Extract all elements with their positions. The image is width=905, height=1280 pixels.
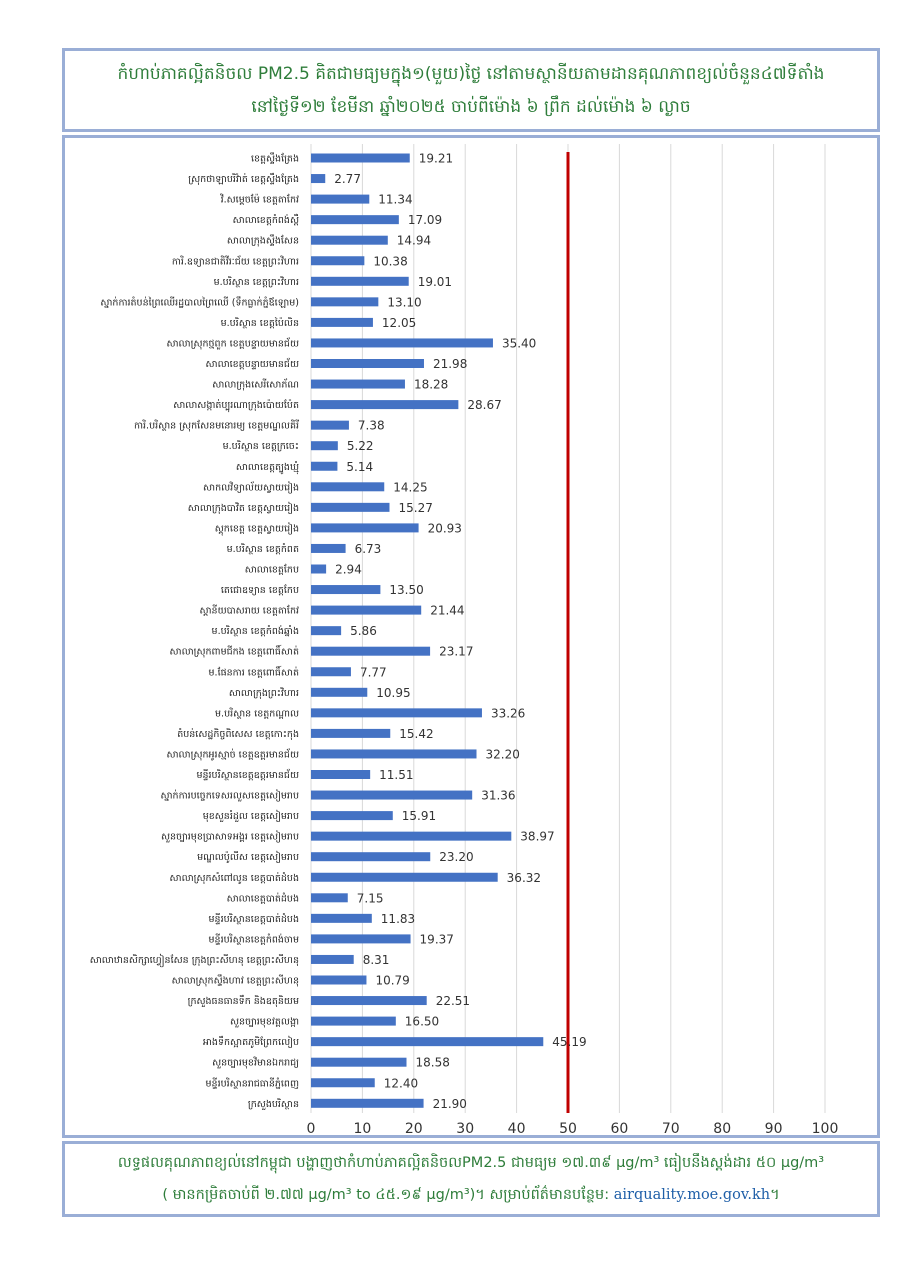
data-label: 15.42 xyxy=(399,726,434,741)
data-label: 11.34 xyxy=(378,192,413,207)
bar xyxy=(311,154,410,163)
data-label: 13.50 xyxy=(389,583,424,598)
bar xyxy=(311,462,337,471)
data-label: 20.93 xyxy=(427,521,462,536)
bar xyxy=(311,729,390,738)
category-label: មុខសួនរំដួល ខេត្តសៀមរាប xyxy=(202,811,299,823)
data-label: 21.98 xyxy=(432,357,468,371)
x-tick-label: 20 xyxy=(404,1121,423,1135)
category-label: ម.បរិស្ថាន ខេត្តក្រចេះ xyxy=(222,441,299,453)
footer-box xyxy=(62,1141,880,1217)
category-label: សាលាក្រុងស្ទឹងសែន xyxy=(226,235,299,247)
bar xyxy=(311,647,430,656)
bar xyxy=(311,400,458,409)
bar xyxy=(311,976,366,985)
data-label: 14.25 xyxy=(393,480,428,495)
data-label: 13.10 xyxy=(387,295,422,310)
footer-end-mark: ។ xyxy=(770,1187,780,1203)
bar xyxy=(311,667,351,676)
category-label: តំបន់សេដ្ឋកិច្ចពិសេស ខេត្តកោះកុង xyxy=(177,728,299,740)
bar xyxy=(311,215,399,224)
category-label: ក្រសួងធនធានទឹក និងឧតុនិយម xyxy=(187,996,299,1008)
data-label: 8.31 xyxy=(362,952,390,967)
bar xyxy=(311,832,511,841)
x-tick-label: 0 xyxy=(306,1121,316,1135)
bar xyxy=(311,482,384,491)
category-label: សាលាខេត្តបន្ទាយមានជ័យ xyxy=(205,359,299,370)
data-label: 19.21 xyxy=(418,151,454,166)
category-label: ការិ.ឧទ្យានជាតិវីរៈជ័យ ខេត្តព្រះវិហារ xyxy=(171,256,299,268)
category-label: សួនច្បារមុខវិមានឯករាជ្យ xyxy=(212,1057,299,1069)
data-label: 21.44 xyxy=(430,603,465,618)
category-label: សាលាក្រុងបាវិត ខេត្តស្វាយរៀង xyxy=(187,502,299,514)
bar xyxy=(311,914,372,923)
data-label: 5.22 xyxy=(346,439,374,454)
bar xyxy=(311,708,482,717)
category-label: អាងទឹកស្អាតភូមិព្រែកលៀប xyxy=(202,1037,299,1049)
bar xyxy=(311,585,380,594)
category-label: សាលាឋានសិក្សាហ្វៀនសែន ក្រុងព្រះសីហនុ ខេត្តព្រះសីហនុ xyxy=(89,954,299,966)
x-tick-label: 80 xyxy=(713,1121,732,1135)
bar xyxy=(311,1099,424,1108)
bar xyxy=(311,996,427,1005)
bar xyxy=(311,749,477,758)
website-link[interactable]: airquality.moe.gov.kh xyxy=(613,1187,771,1203)
data-label: 2.94 xyxy=(335,562,362,577)
data-label: 23.17 xyxy=(439,644,474,659)
bar xyxy=(311,626,341,635)
x-tick-label: 10 xyxy=(353,1121,372,1135)
data-label: 21.90 xyxy=(432,1096,467,1111)
data-label: 19.01 xyxy=(417,274,453,289)
footer-summary-line-2 xyxy=(65,1186,877,1207)
category-label: សាលាខេត្តត្បូងឃ្មុំ xyxy=(235,461,299,473)
category-label: ក្រសួងបរិស្ថាន xyxy=(247,1098,299,1110)
bar xyxy=(311,441,338,450)
category-label: មន្ទីរបរិស្ថានខេត្តបាត់ដំបង xyxy=(208,913,299,925)
category-label: សាលាស្រុកស្ទឹងហាវ ខេត្តព្រះសីហនុ xyxy=(171,975,299,987)
chart-title-line-1: កំហាប់ភាគល្អិតនិចល PM2.5 គិតជាមធ្យមក្នុង១(មួយ)ថ្ងៃ នៅតាមស្ថានីយតាមដានគុណភាពខ្យល់ចំនួន៤៧ទីតាំង xyxy=(117,64,825,84)
labels xyxy=(90,152,839,1136)
bar xyxy=(311,503,389,512)
bar xyxy=(311,955,354,964)
category-label: ស្រុកថាឡាបរិវ៉ាត់ ខេត្តស្ទឹងត្រែង xyxy=(188,174,299,186)
bar xyxy=(311,1037,543,1046)
bar xyxy=(311,174,325,183)
bar xyxy=(311,1017,396,1026)
bar xyxy=(311,421,349,430)
footer-summary-line-1: លទ្ធផលគុណភាពខ្យល់នៅកម្ពុជា បង្ហាញថាកំហាប់ភាគល្អិតនិចលPM2.5 ជាមធ្យម ១៧.៣៩ µg/m³ ធៀបនឹងស្តង់ដារ ៥០ µg/m³ xyxy=(117,1155,825,1171)
category-label: សាកលវិទ្យាល័យស្វាយរៀង xyxy=(203,482,299,494)
bar xyxy=(311,236,388,245)
data-label: 16.50 xyxy=(404,1014,440,1029)
bar xyxy=(311,688,367,697)
category-label: ស្តានីយបាសរាយ ខេត្តតាកែវ xyxy=(199,605,299,617)
bar xyxy=(311,811,393,820)
chart-title-line-2: នៅថ្ងៃទី១២ ខែមីនា ឆ្នាំ២០២៥ ចាប់ពីម៉ោង ៦ ព្រឹក ដល់ម៉ោង ៦ ល្ងាច xyxy=(251,97,691,117)
bar xyxy=(311,565,326,574)
category-label: មន្ទីរបរិស្ថានខេត្តឧត្តរមានជ័យ xyxy=(196,770,299,781)
bar xyxy=(311,277,409,286)
bars xyxy=(311,151,543,1108)
x-tick-label: 60 xyxy=(610,1121,629,1135)
data-label: 32.20 xyxy=(485,747,520,762)
data-label: 31.36 xyxy=(481,788,516,803)
data-label: 6.73 xyxy=(354,541,382,556)
data-label: 35.40 xyxy=(501,336,537,351)
data-label: 2.77 xyxy=(334,172,361,187)
bar xyxy=(311,256,364,265)
bar xyxy=(311,380,405,389)
data-label: 33.26 xyxy=(490,706,526,721)
data-label: 22.51 xyxy=(435,994,471,1009)
category-label: មន្ទីរបរិស្ថានរាជធានីភ្នំពេញ xyxy=(205,1078,299,1090)
category-label: ម.បរិស្ថាន ខេត្តប៉ៃលិន xyxy=(220,317,299,329)
bar xyxy=(311,606,421,615)
data-label: 7.77 xyxy=(359,665,387,680)
bar xyxy=(311,195,369,204)
x-tick-label: 90 xyxy=(764,1121,783,1135)
bar xyxy=(311,852,430,861)
data-label: 19.37 xyxy=(419,932,454,947)
data-label: 10.95 xyxy=(376,685,411,700)
data-label: 15.91 xyxy=(401,809,437,824)
category-label: ការិ.បរិស្ថាន ស្រុកសែនមនោរម្យ ខេត្តមណ្ឌលគិរី xyxy=(133,420,299,432)
data-label: 18.58 xyxy=(415,1055,450,1070)
data-label: 10.79 xyxy=(375,973,410,988)
category-label: តេជោឧទ្យាន ខេត្តកែប xyxy=(220,585,299,597)
category-label: សាលាខេត្តបាត់ដំបង xyxy=(226,893,299,905)
category-label: ម.បរិស្ថាន ខេត្តព្រះវិហារ xyxy=(213,276,299,288)
footer-range-text: ( មានកម្រិតចាប់ពី ២.៧៧ µg/m³ to ៤៥.១៩ µg/m³)។ សម្រាប់ព័ត៌មានបន្ថែម: xyxy=(162,1187,610,1203)
category-label: ស្នាក់ការបច្ចេកទេសរលួសខេត្តសៀមរាប xyxy=(160,790,299,802)
category-label: សាលាស្រុកពាមជីកង ខេត្តពោធិ៍សាត់ xyxy=(169,646,299,658)
data-label: 7.15 xyxy=(356,891,384,906)
category-label: ម.បរិស្ថាន ខេត្តកំពត xyxy=(226,543,299,555)
category-label: ខេត្តស្ទឹងត្រែង xyxy=(250,153,299,165)
category-label: សាលាខេត្តកែប xyxy=(244,564,299,576)
category-label: ស្នាក់ការតំបន់ព្រៃឈើរដ្ឋបាលព្រៃឈើ (ទឹកធ្លាក់ភ្នំឪឡោម) xyxy=(100,297,299,309)
bar xyxy=(311,873,498,882)
x-tick-label: 30 xyxy=(456,1121,475,1135)
bar xyxy=(311,544,346,553)
category-label: វិ.សម្តេចម៉ែ ខេត្តតាកែវ xyxy=(220,194,299,206)
bar xyxy=(311,523,419,532)
bar xyxy=(311,791,472,800)
data-label: 45.19 xyxy=(552,1035,587,1050)
x-tick-label: 50 xyxy=(559,1121,577,1135)
data-label: 23.20 xyxy=(439,850,474,865)
data-label: 17.09 xyxy=(407,213,443,228)
data-label: 5.86 xyxy=(350,624,377,639)
data-label: 11.51 xyxy=(379,768,414,782)
chart-box xyxy=(62,135,880,1138)
bar xyxy=(311,770,370,779)
data-label: 11.83 xyxy=(380,911,416,926)
bar xyxy=(311,338,493,347)
category-label: សួនច្បារមុខវត្តលង្កា xyxy=(229,1016,299,1028)
title-box xyxy=(62,48,880,132)
category-label: ម.បរិស្ថាន ខេត្តកណ្តាល xyxy=(215,708,299,720)
bar xyxy=(311,297,378,306)
bar xyxy=(311,934,411,943)
x-tick-label: 70 xyxy=(661,1121,680,1135)
bar-chart xyxy=(65,138,877,1135)
x-tick-label: 40 xyxy=(507,1121,526,1135)
category-label: មន្ទីរបរិស្ថានខេត្តកំពង់ចាម xyxy=(208,934,299,946)
category-label: សាលាខេត្តកំពង់ស្ពឺ xyxy=(232,215,299,227)
bar xyxy=(311,1058,407,1067)
data-label: 36.32 xyxy=(506,870,542,885)
data-label: 14.94 xyxy=(396,233,432,248)
category-label: សាលាក្រុងព្រះវិហារ xyxy=(228,687,299,699)
data-label: 10.38 xyxy=(373,254,408,269)
category-label: ម.បរិស្ថាន ខេត្តកំពង់ឆ្នាំង xyxy=(211,626,299,638)
x-tick-label: 100 xyxy=(811,1121,839,1135)
category-label: សាលាស្រុកសំពៅលូន ខេត្តបាត់ដំបង xyxy=(169,872,299,884)
category-label: សាលាសង្កាត់ប្បុរណាក្រុងប៉ោយប៉ែត xyxy=(173,400,299,412)
bar xyxy=(311,893,348,902)
data-label: 12.40 xyxy=(383,1076,419,1091)
data-label: 12.05 xyxy=(381,315,417,330)
bar xyxy=(311,318,373,327)
data-label: 5.14 xyxy=(346,459,374,474)
category-label: សាលាស្រុកថ្មពួក ខេត្តបន្ទាយមានជ័យ xyxy=(166,338,299,350)
bar xyxy=(311,1078,375,1087)
category-label: មណ្ឌលប៉ូលីស ខេត្តសៀមរាប xyxy=(197,852,299,864)
category-label: ម.ផែនការ ខេត្តពោធិ៍សាត់ xyxy=(208,667,299,679)
category-label: ស្តុកខេត្ត ខេត្តស្វាយរៀង xyxy=(214,523,299,535)
bar xyxy=(311,359,424,368)
category-label: សាលាក្រុងសេរីសោភ័ណ xyxy=(212,379,299,391)
data-label: 28.67 xyxy=(467,398,502,413)
data-label: 18.28 xyxy=(413,377,449,392)
data-label: 38.97 xyxy=(520,829,555,844)
data-label: 7.38 xyxy=(357,418,385,433)
category-label: សាលាស្រុកអូរស្មាច់ ខេត្តឧត្តរមានជ័យ xyxy=(166,749,299,761)
category-label: សួនច្បារមុខប្រាសាទអង្គរ ខេត្តសៀមរាប xyxy=(160,831,299,843)
data-label: 15.27 xyxy=(398,500,433,515)
